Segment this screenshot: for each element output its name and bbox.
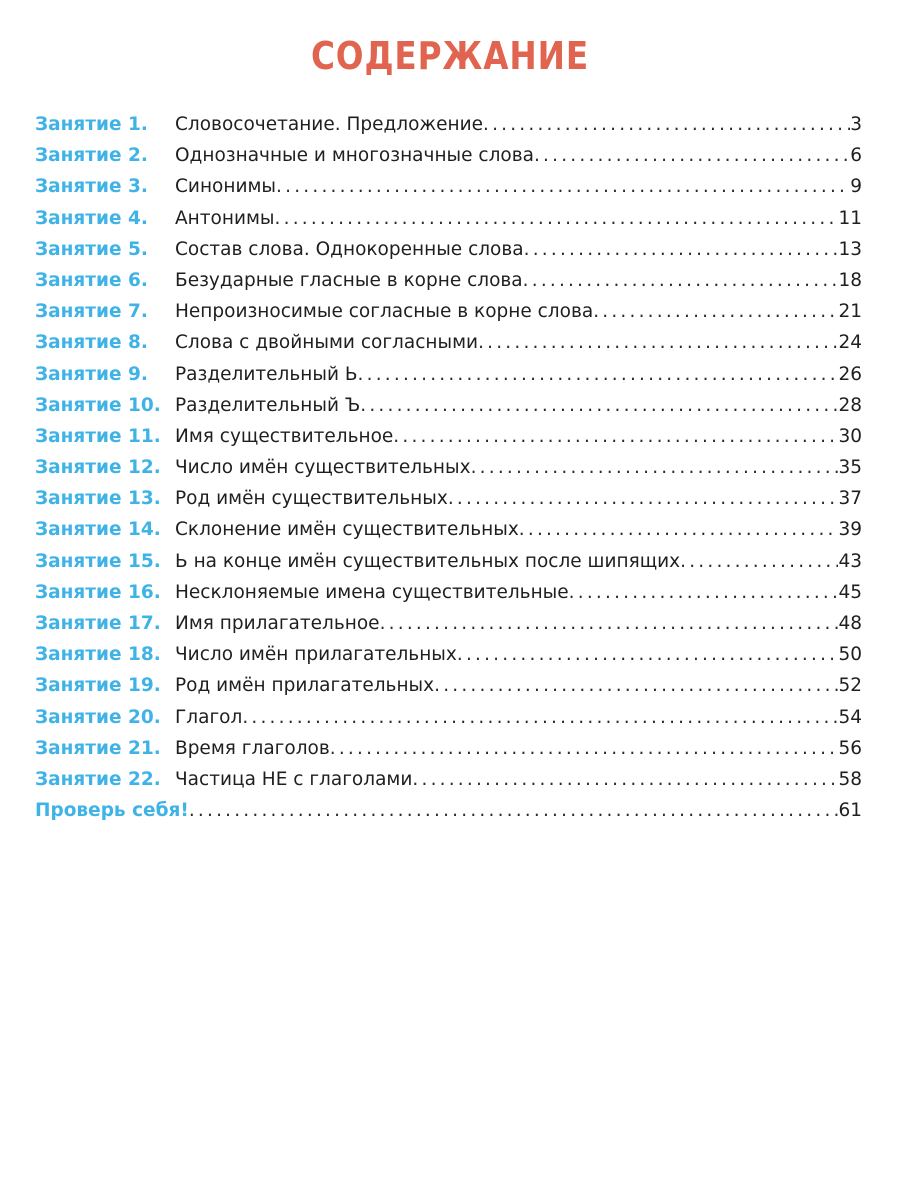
page-number: 3: [850, 114, 862, 135]
lesson-label: Занятие 8.: [35, 332, 148, 354]
toc-entry[interactable]: [35, 265, 862, 296]
dot-leader: [412, 764, 838, 795]
toc-entry[interactable]: [35, 577, 862, 608]
toc-entry[interactable]: [35, 140, 862, 171]
page-number: 11: [838, 207, 862, 229]
dot-leader: [680, 546, 838, 577]
toc-entry[interactable]: [35, 514, 862, 545]
dot-leader: [523, 265, 839, 296]
page-number: 45: [838, 581, 862, 603]
self-check-label: Проверь себя!: [35, 800, 189, 822]
dot-leader: [457, 639, 839, 670]
dot-leader: [471, 452, 839, 483]
lesson-label: Занятие 16.: [35, 581, 161, 603]
toc-entry[interactable]: [35, 733, 862, 764]
lesson-label: Занятие 2.: [35, 145, 148, 167]
dot-leader: [534, 140, 850, 171]
toc-entry[interactable]: [35, 203, 862, 234]
page-number: 50: [838, 644, 862, 666]
lesson-title: Глагол: [175, 706, 243, 728]
lesson-title: Несклоняемые имена существительные: [175, 581, 569, 603]
page-number: 56: [838, 737, 862, 759]
toc-entry[interactable]: [35, 359, 862, 390]
dot-leader: [569, 577, 839, 608]
lesson-label: Занятие 9.: [35, 363, 148, 385]
page-number: 18: [838, 269, 862, 291]
dot-leader: [358, 359, 839, 390]
page-number: 54: [838, 706, 862, 728]
toc-entry[interactable]: [35, 109, 862, 140]
lesson-title: Непроизносимые согласные в корне слова: [175, 301, 594, 323]
lesson-title: Имя существительное: [175, 425, 394, 447]
lesson-label: Занятие 10.: [35, 394, 161, 416]
dot-leader: [393, 421, 838, 452]
dot-leader: [276, 171, 850, 202]
lesson-label: Занятие 19.: [35, 675, 161, 697]
lesson-title: Род имён существительных: [175, 488, 448, 510]
toc-entry[interactable]: [35, 452, 862, 483]
lesson-title: Ь на конце имён существительных после шипящих: [175, 550, 681, 572]
page-number: 6: [850, 145, 862, 167]
lesson-label: Занятие 4.: [35, 207, 148, 229]
page-number: 28: [838, 394, 862, 416]
page-number: 37: [838, 488, 862, 510]
page-number: 13: [838, 238, 862, 260]
lesson-label: Занятие 7.: [35, 301, 148, 323]
lesson-label: Занятие 6.: [35, 269, 148, 291]
toc-entry[interactable]: [35, 390, 862, 421]
toc-entry[interactable]: [35, 639, 862, 670]
page-number: 21: [838, 301, 862, 323]
dot-leader: [448, 483, 839, 514]
dot-leader: [593, 296, 838, 327]
lesson-title: Число имён существительных: [175, 457, 471, 479]
toc-list: [35, 109, 862, 826]
lesson-label: Занятие 12.: [35, 457, 161, 479]
page-number: 24: [838, 332, 862, 354]
dot-leader: [434, 670, 838, 701]
lesson-title: Словосочетание. Предложение: [175, 114, 483, 135]
dot-leader: [478, 327, 838, 358]
lesson-label: Занятие 17.: [35, 613, 161, 634]
toc-entry[interactable]: [35, 483, 862, 514]
dot-leader: [380, 608, 839, 639]
lesson-label: Занятие 11.: [35, 425, 161, 447]
page-number: 48: [838, 613, 862, 634]
page-number: 35: [838, 457, 862, 479]
page-number: 30: [838, 425, 862, 447]
dot-leader: [483, 109, 850, 140]
toc-entry[interactable]: [35, 296, 862, 327]
dot-leader: [524, 234, 839, 265]
page-number: 52: [838, 675, 862, 697]
lesson-title: Разделительный Ъ: [175, 394, 361, 416]
lesson-title: Имя прилагательное: [175, 613, 380, 634]
lesson-label: Занятие 22.: [35, 768, 161, 790]
dot-leader: [242, 702, 838, 733]
toc-entry[interactable]: [35, 608, 862, 639]
toc-entry[interactable]: [35, 327, 862, 358]
toc-entry[interactable]: [35, 546, 862, 577]
dot-leader: [330, 733, 839, 764]
page-number: 43: [838, 550, 862, 572]
lesson-title: Однозначные и многозначные слова: [175, 145, 534, 167]
toc-entry[interactable]: [35, 702, 862, 733]
lesson-label: Занятие 18.: [35, 644, 161, 666]
toc-entry[interactable]: [35, 421, 862, 452]
lesson-label: Занятие 21.: [35, 737, 161, 759]
toc-entry[interactable]: [35, 764, 862, 795]
toc-entry[interactable]: [35, 670, 862, 701]
page-number: 26: [838, 363, 862, 385]
page-number: 61: [838, 800, 862, 822]
lesson-title: Слова с двойными согласными: [175, 332, 479, 354]
lesson-title: Род имён прилагательных: [175, 675, 435, 697]
lesson-title: Разделительный Ь: [175, 363, 358, 385]
lesson-label: Занятие 1.: [35, 114, 148, 135]
lesson-title: Склонение имён существительных: [175, 519, 519, 541]
toc-entry[interactable]: [35, 234, 862, 265]
lesson-label: Занятие 3.: [35, 176, 148, 198]
lesson-label: Занятие 20.: [35, 706, 161, 728]
page-number: 9: [850, 176, 862, 198]
lesson-title: Время глаголов: [175, 737, 330, 759]
toc-entry-self-check[interactable]: [35, 795, 862, 826]
page-number: 39: [838, 519, 862, 541]
lesson-label: Занятие 15.: [35, 550, 161, 572]
lesson-title: Частица НЕ с глаголами: [175, 768, 413, 790]
page-number: 58: [838, 768, 862, 790]
lesson-title: Число имён прилагательных: [175, 644, 457, 666]
dot-leader: [189, 795, 839, 826]
lesson-label: Занятие 5.: [35, 238, 148, 260]
toc-entry[interactable]: [35, 171, 862, 202]
lesson-title: Состав слова. Однокоренные слова: [175, 238, 524, 260]
lesson-title: Безударные гласные в корне слова: [175, 269, 523, 291]
lesson-label: Занятие 13.: [35, 488, 161, 510]
page-title: СОДЕРЖАНИЕ: [310, 34, 590, 78]
lesson-title: Синонимы: [175, 176, 277, 198]
dot-leader: [360, 390, 838, 421]
lesson-label: Занятие 14.: [35, 519, 161, 541]
dot-leader: [275, 203, 839, 234]
lesson-title: Антонимы: [175, 207, 275, 229]
dot-leader: [519, 514, 839, 545]
